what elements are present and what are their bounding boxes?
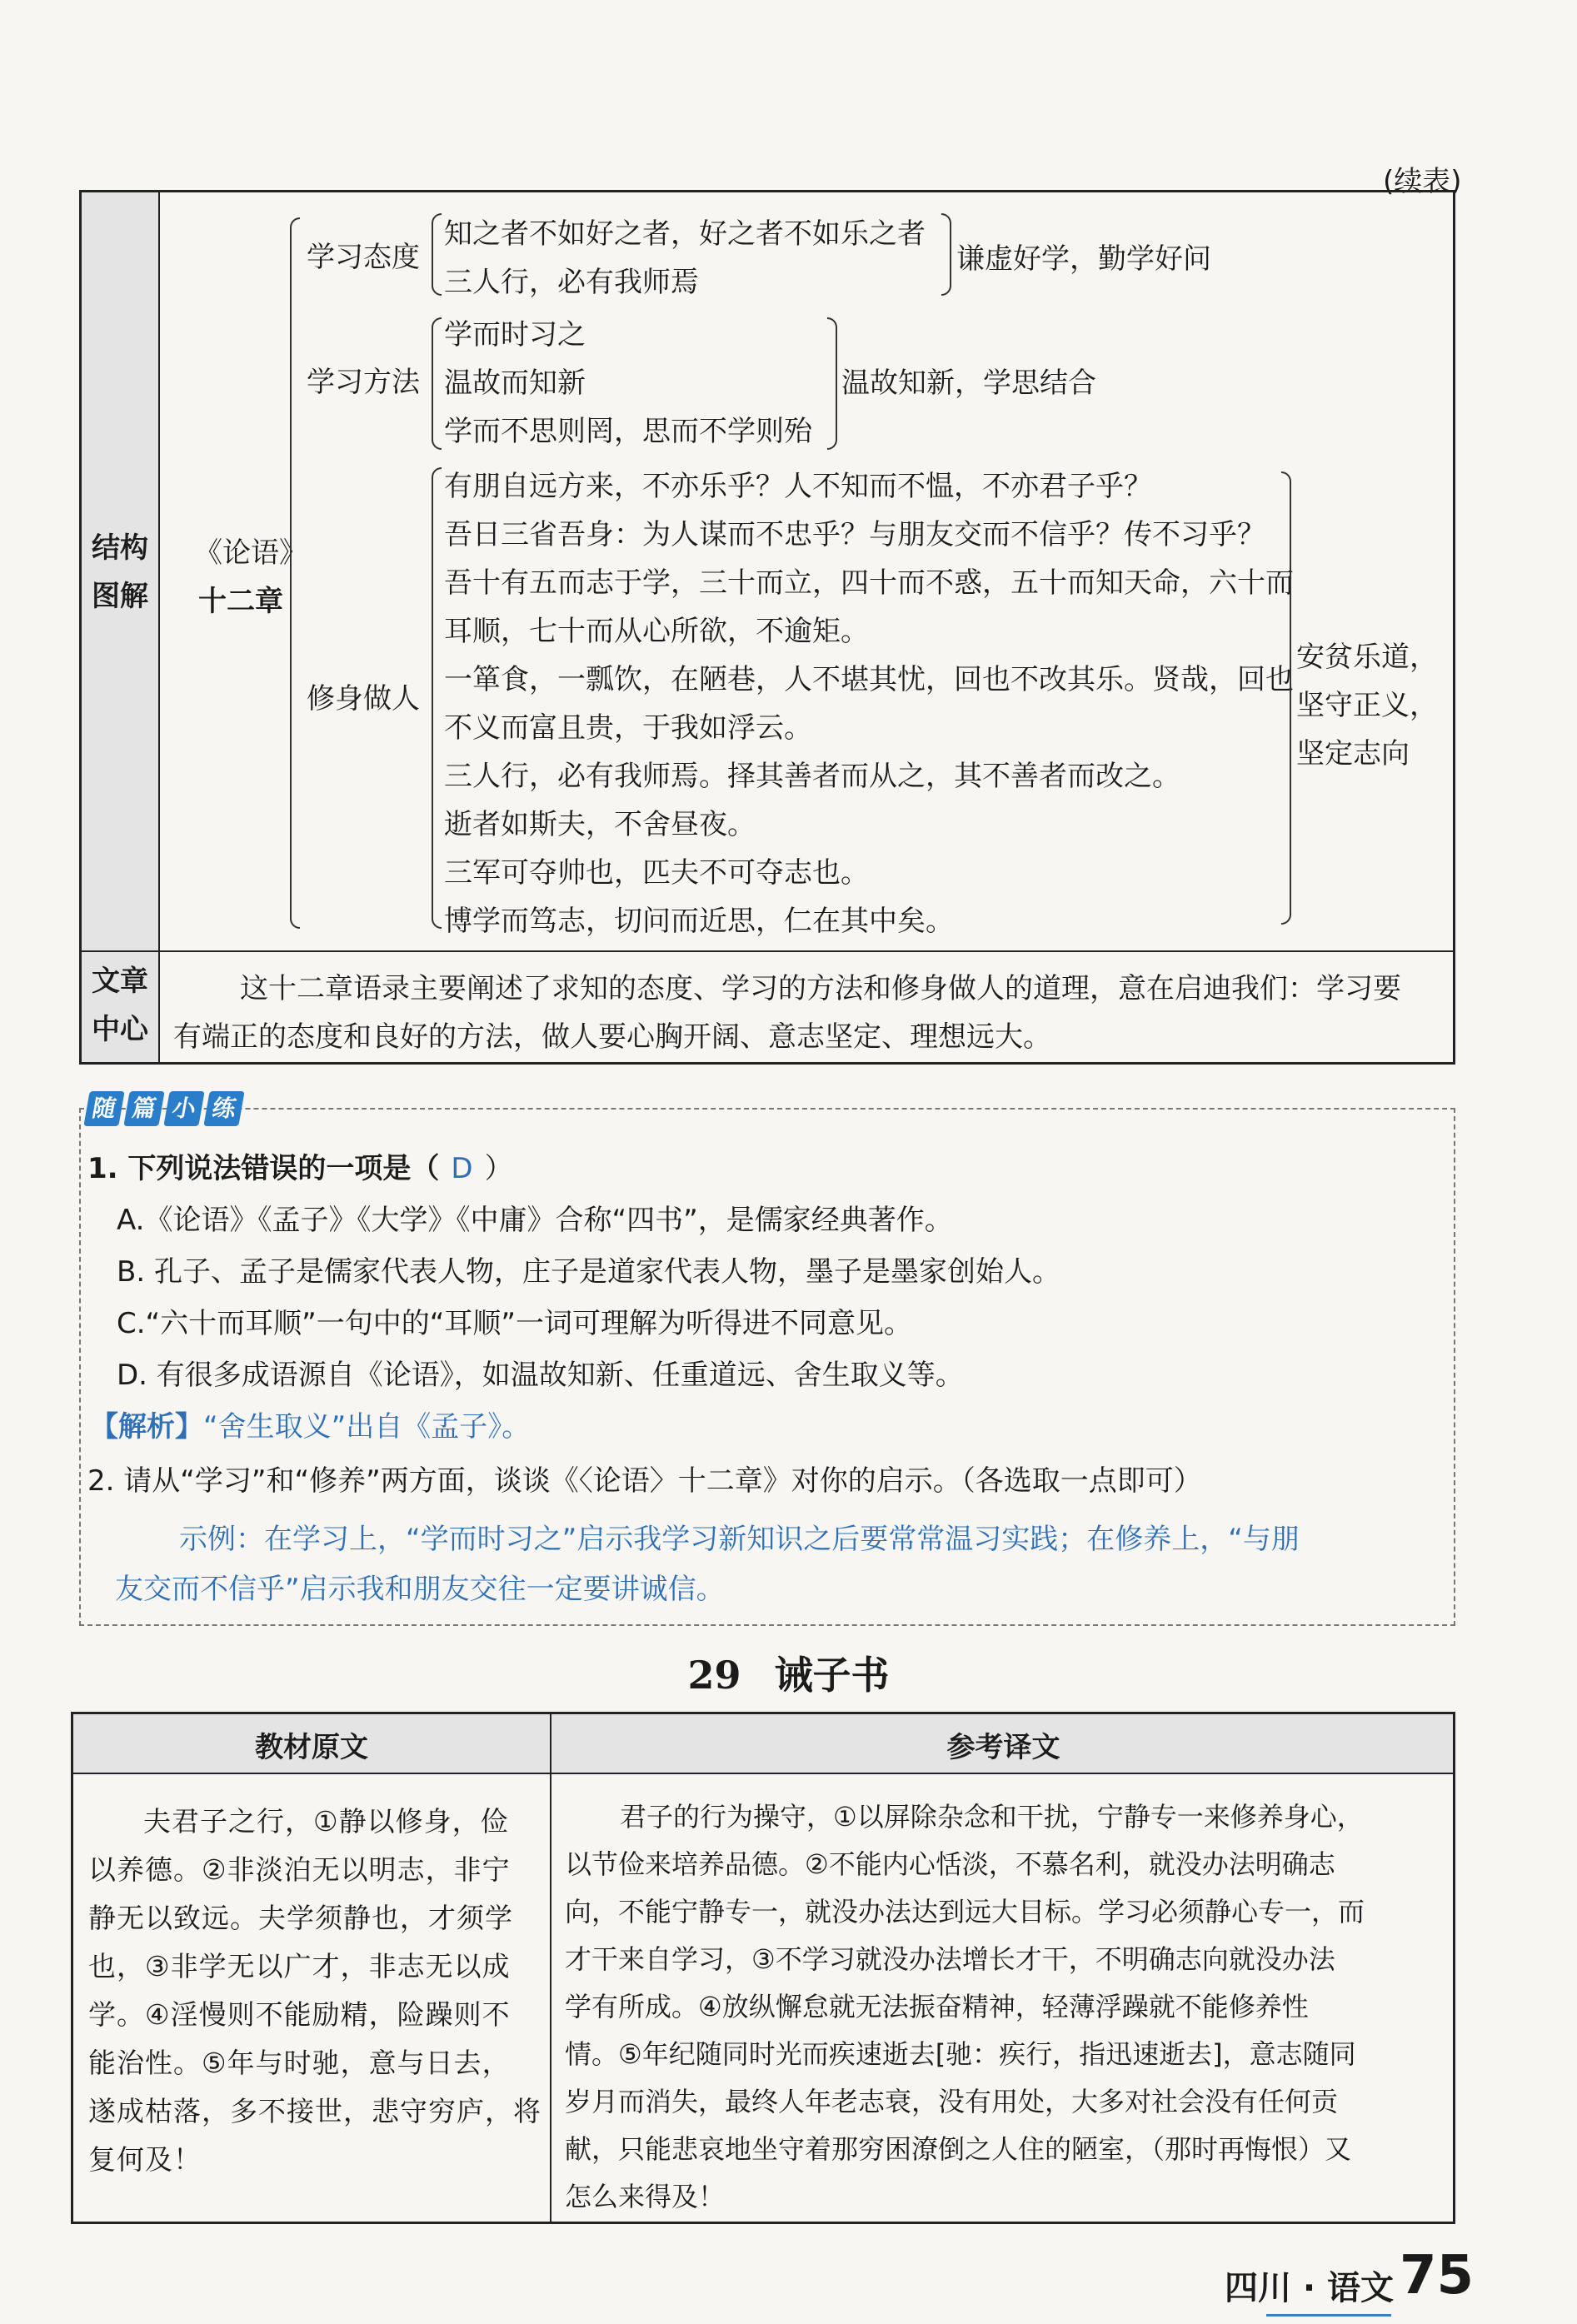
- method-item-2: 温故而知新: [444, 367, 586, 400]
- chapter-number: 29: [687, 1653, 741, 1698]
- practice-title-char: 随: [83, 1091, 124, 1126]
- chapter-name: 诫子书: [774, 1653, 890, 1698]
- row-label-structure-2: 图解: [92, 580, 148, 613]
- original-line: 夫君子之行，①静以修身，俭: [143, 1805, 509, 1838]
- original-line: 静无以致远。夫学须静也，才须学: [88, 1902, 513, 1934]
- conduct-item-3: 吾十有五而志于学，三十而立，四十而不惑，五十而知天命，六十而: [444, 566, 1294, 600]
- translation-line: 怎么来得及！: [565, 2181, 726, 2212]
- row-label-center-1: 文章: [92, 965, 148, 998]
- question-1-answer: D: [451, 1152, 473, 1185]
- brace-attitude: [432, 213, 442, 296]
- work-title: 《论语》: [194, 536, 307, 570]
- brace-method-right: [827, 317, 837, 450]
- conduct-item-2: 吾日三省吾身：为人谋而不忠乎？与朋友交而不信乎？传不习乎？: [444, 518, 1265, 551]
- branch-conduct: 修身做人: [307, 682, 420, 716]
- row-label-structure-1: 结构: [92, 531, 148, 565]
- attitude-item-1: 知之者不如好之者，好之者不如乐之者: [444, 217, 926, 251]
- row-label-center-2: 中心: [92, 1013, 148, 1046]
- method-item-3: 学而不思则罔，思而不学则殆: [444, 415, 812, 448]
- conduct-item-10: 博学而笃志，切问而近思，仁在其中矣。: [444, 905, 954, 938]
- translation-line: 向，不能宁静专一，就没办法达到远大目标。学习必须静心专一，而: [565, 1896, 1365, 1928]
- translation-line: 才干来自学习，③不学习就没办法增长才干，不明确志向就没办法: [565, 1943, 1335, 1975]
- translation-line: 君子的行为操守，①以屏除杂念和干扰，宁静专一来修养身心，: [620, 1801, 1364, 1833]
- center-text-line-1: 这十二章语录主要阐述了求知的态度、学习的方法和修身做人的道理，意在启迪我们：学习要: [240, 972, 1401, 1005]
- chapter-title: [0, 1645, 1577, 1700]
- brace-method: [432, 317, 442, 450]
- structure-table: [79, 190, 1455, 1065]
- header-original: 教材原文: [255, 1731, 368, 1764]
- analysis: [90, 1404, 530, 1444]
- practice-title: [87, 1091, 247, 1131]
- question-1-stem: 1. 下列说法错误的一项是（: [87, 1152, 440, 1185]
- original-line: 学。④淫慢则不能励精，险躁则不: [88, 1998, 511, 2031]
- continued-note: (续表): [1383, 165, 1462, 198]
- original-line: 也，③非学无以广才，非志无以成: [88, 1950, 511, 1982]
- original-line: 复何及！: [88, 2143, 202, 2176]
- row-divider: [82, 950, 1453, 952]
- option-a: A.《论语》《孟子》《大学》《中庸》合称“四书”，是儒家经典著作。: [117, 1204, 953, 1237]
- work-subtitle: 十二章: [198, 585, 283, 618]
- option-b: B. 孔子、孟子是儒家代表人物，庄子是道家代表人物，墨子是墨家创始人。: [117, 1255, 1060, 1289]
- conduct-item-5: 一箪食，一瓢饮，在陋巷，人不堪其忧，回也不改其乐。贤哉，回也: [444, 663, 1294, 696]
- original-line: 以养德。②非淡泊无以明志，非宁: [88, 1853, 511, 1886]
- question-2-answer-line-1: 示例：在学习上，“学而时习之”启示我学习新知识之后要常常温习实践；在修养上，“与朋: [179, 1523, 1300, 1556]
- footer-label: 四川 · 语文: [1225, 2269, 1395, 2307]
- branch-attitude: 学习态度: [307, 241, 420, 274]
- translation-line: 以节俭来培养品德。②不能内心恬淡，不慕名利，就没办法明确志: [565, 1848, 1335, 1880]
- column-divider: [550, 1714, 551, 2222]
- conduct-item-9: 三军可夺帅也，匹夫不可夺志也。: [444, 856, 869, 890]
- attitude-summary: 谦虚好学，勤学好问: [956, 242, 1211, 276]
- translation-text: [565, 1793, 1365, 2221]
- question-2-answer-line-2: 友交而不信乎”启示我和朋友交往一定要讲诚信。: [115, 1573, 725, 1606]
- page-number: 75: [1400, 2245, 1475, 2307]
- conduct-item-4: 耳顺，七十而从心所欲，不逾矩。: [444, 615, 869, 648]
- translation-line: 岁月而消失，最终人年老志衰，没有用处，大多对社会没有任何贡: [565, 2086, 1339, 2117]
- analysis-label: 【解析】: [90, 1410, 203, 1444]
- original-line: 遂成枯落，多不接世，悲守穷庐，将: [88, 2095, 541, 2127]
- original-text: [88, 1798, 541, 2184]
- conduct-item-7: 三人行，必有我师焉。择其善者而从之，其不善者而改之。: [444, 760, 1180, 793]
- brace-attitude-right: [941, 213, 951, 296]
- conduct-summary-2: 坚守正义，: [1296, 689, 1438, 722]
- text-table: [71, 1712, 1455, 2224]
- center-text-line-2: 有端正的态度和良好的方法，做人要心胸开阔、意志坚定、理想远大。: [173, 1020, 1051, 1054]
- conduct-item-1: 有朋自远方来，不亦乐乎？人不知而不愠，不亦君子乎？: [444, 470, 1152, 503]
- brace-conduct-right: [1281, 471, 1291, 925]
- practice-title-char: 篇: [123, 1091, 164, 1126]
- label-column: [82, 192, 160, 1062]
- main-brace: [290, 217, 300, 929]
- analysis-text: “舍生取义”出自《孟子》。: [203, 1410, 531, 1444]
- method-item-1: 学而时习之: [444, 318, 586, 352]
- header-translation: 参考译文: [946, 1731, 1060, 1764]
- option-c: C.“六十而耳顺”一句中的“耳顺”一词可理解为听得进不同意见。: [117, 1307, 913, 1340]
- option-d: D. 有很多成语源自《论语》，如温故知新、任重道远、舍生取义等。: [117, 1359, 964, 1392]
- conduct-summary-3: 坚定志向: [1296, 737, 1410, 771]
- conduct-item-6: 不义而富且贵，于我如浮云。: [444, 711, 812, 745]
- conduct-summary-1: 安贫乐道，: [1296, 641, 1438, 674]
- question-1: [87, 1145, 513, 1186]
- translation-line: 学有所成。④放纵懈怠就无法振奋精神，轻薄浮躁就不能修养性: [565, 1991, 1309, 2022]
- brace-conduct: [432, 467, 442, 929]
- practice-title-char: 练: [203, 1091, 244, 1126]
- method-summary: 温故知新，学思结合: [841, 367, 1096, 400]
- practice-title-char: 小: [163, 1091, 204, 1126]
- question-2: 2. 请从“学习”和“修养”两方面，谈谈《〈论语〉十二章》对你的启示。（各选取一点即可）: [87, 1464, 1202, 1498]
- question-1-close: ）: [484, 1152, 513, 1185]
- original-line: 能治性。⑤年与时驰，意与日去，: [88, 2047, 511, 2079]
- conduct-item-8: 逝者如斯夫，不舍昼夜。: [444, 808, 756, 841]
- attitude-item-2: 三人行，必有我师焉: [444, 266, 699, 299]
- branch-method: 学习方法: [307, 366, 420, 399]
- translation-line: 情。⑤年纪随同时光而疾速逝去[驰：疾行，指迅速逝去]，意志随同: [565, 2038, 1356, 2070]
- translation-line: 献，只能悲哀地坐守着那穷困潦倒之人住的陋室，（那时再悔恨）又: [565, 2133, 1352, 2165]
- footer-accent-line: [1266, 2314, 1391, 2317]
